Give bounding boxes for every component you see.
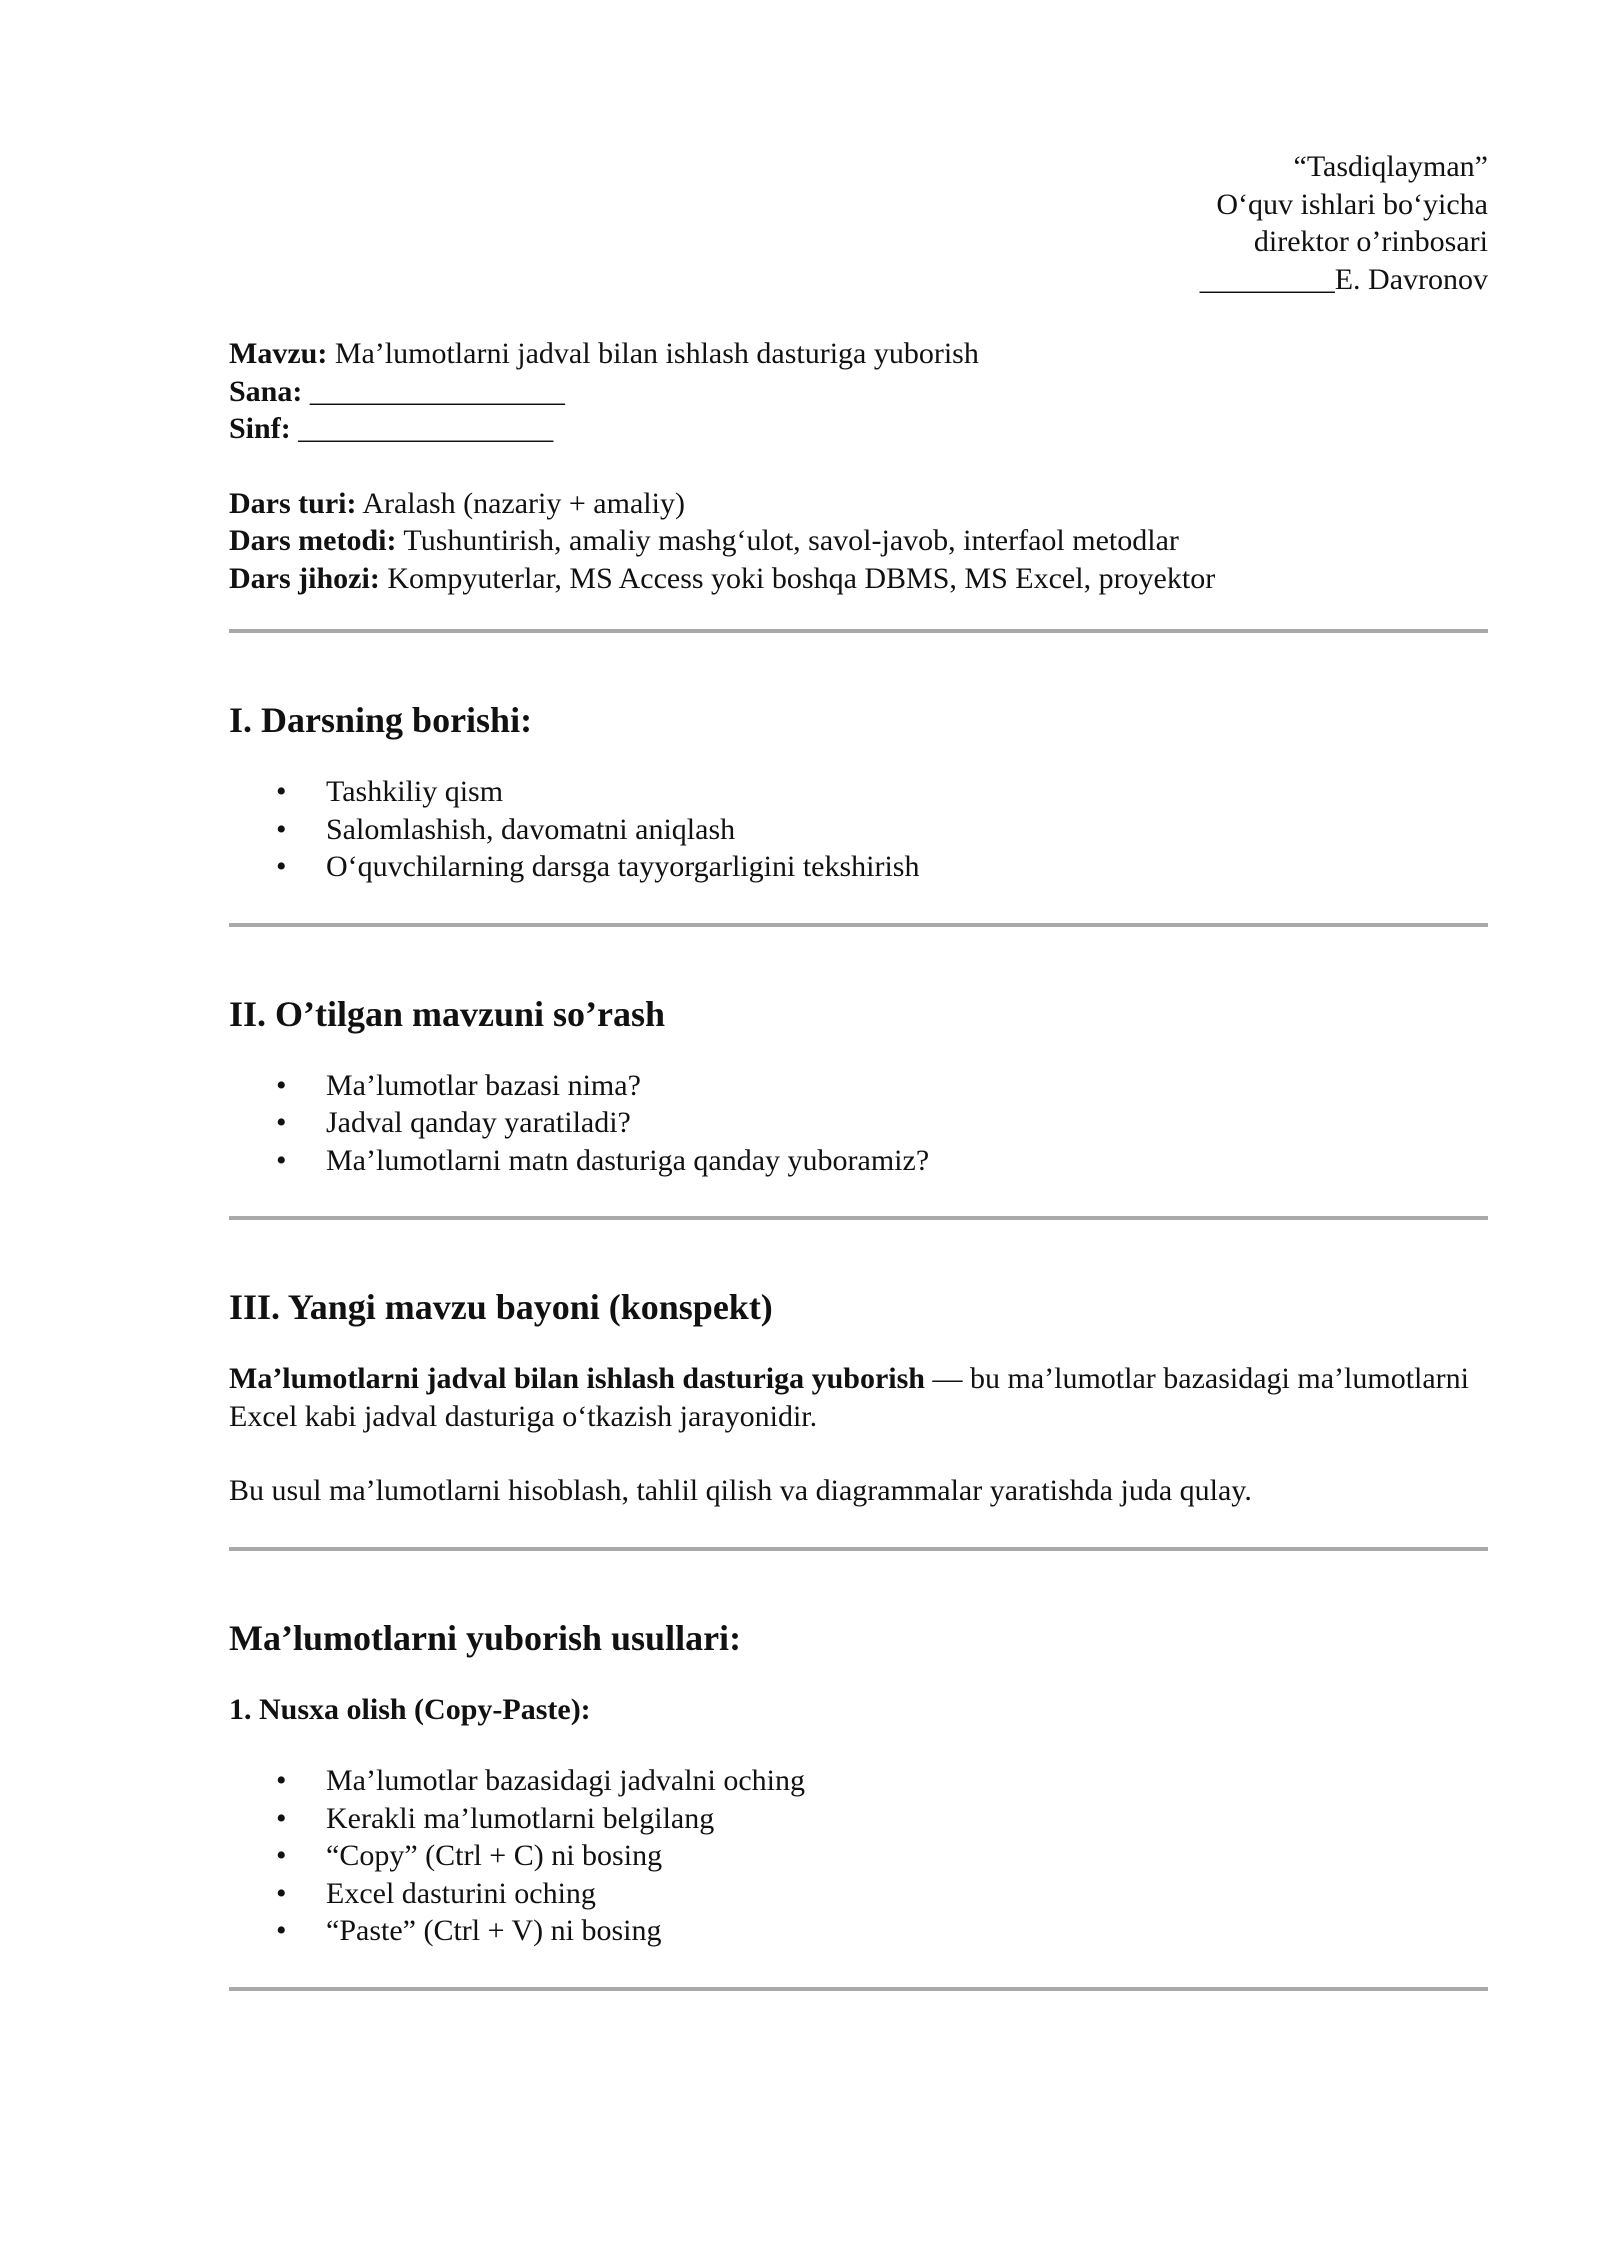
mavzu-label: Mavzu:: [229, 337, 328, 370]
bullet-icon: •: [276, 1068, 287, 1102]
dars-turi-row: [229, 485, 1488, 523]
document-page: [229, 148, 1488, 1991]
definition-term: Ma’lumotlarni jadval bilan ishlash dasturiga yuborish: [229, 1362, 925, 1395]
section-2-list: [229, 1067, 1488, 1180]
section-1-list: [229, 773, 1488, 886]
list-item: [229, 1142, 1488, 1180]
dars-metodi-label: Dars metodi:: [229, 524, 397, 557]
section-3-title: III. Yangi mavzu bayoni (konspekt): [229, 1287, 773, 1327]
list-item-text: Ma’lumotlarni matn dasturiga qanday yuboramiz?: [326, 1143, 930, 1177]
bullet-icon: •: [276, 1839, 287, 1872]
sinf-label: Sinf:: [229, 412, 291, 445]
list-item: [229, 1875, 1488, 1913]
list-item-text: Salomlashish, davomatni aniqlash: [326, 812, 736, 846]
list-item-text: “Paste” (Ctrl + V) ni bosing: [326, 1914, 662, 1947]
list-item: [229, 1762, 1488, 1800]
list-item: [229, 1837, 1488, 1875]
list-item-text: “Copy” (Ctrl + C) ni bosing: [326, 1839, 663, 1872]
bullet-icon: •: [276, 1764, 287, 1797]
dars-metodi-row: [229, 522, 1488, 560]
section-1-title: I. Darsning borishi:: [229, 700, 533, 740]
bullet-icon: •: [276, 850, 287, 883]
dars-jihozi-value: Kompyuterlar, MS Access yoki boshqa DBMS, MS Excel, proyektor: [379, 561, 1216, 595]
dars-turi-value: Aralash (nazariy + amaliy): [356, 486, 685, 520]
sana-value: _________________: [302, 374, 565, 408]
meta-gap: [229, 448, 1488, 485]
bullet-icon: •: [276, 1914, 287, 1947]
approval-position-1: O‘quv ishlari bo‘yicha: [1216, 187, 1488, 221]
dars-turi-label: Dars turi:: [229, 486, 357, 520]
list-item: [229, 1800, 1488, 1838]
list-item: [229, 848, 1488, 886]
bullet-icon: •: [276, 812, 287, 846]
list-item-text: O‘quvchilarning darsga tayyorgarligini tekshirish: [326, 850, 920, 883]
list-item: [229, 1104, 1488, 1142]
bullet-icon: •: [276, 1876, 287, 1910]
sana-row: [229, 373, 1488, 411]
list-item-text: Tashkiliy qism: [326, 775, 504, 808]
approval-block: [229, 148, 1488, 298]
sinf-row: [229, 410, 1488, 448]
definition-text: — bu ma’lumotlar bazasidagi ma’lumotlarni Excel kabi jadval dasturiga o‘tkazish jarayonidir.: [229, 1362, 1469, 1433]
bullet-icon: •: [276, 1801, 287, 1835]
mavzu-row: [229, 335, 1488, 373]
list-item-text: Excel dasturini oching: [326, 1876, 596, 1910]
list-item: [229, 1067, 1488, 1105]
approval-position-2: direktor o’rinbosari: [1253, 225, 1488, 258]
list-item-text: Kerakli ma’lumotlarni belgilang: [326, 1801, 715, 1835]
list-item: [229, 811, 1488, 849]
approval-title: “Tasdiqlayman”: [1293, 150, 1488, 183]
method-1-heading: 1. Nusxa olish (Copy-Paste):: [229, 1692, 591, 1726]
mavzu-value: Ma’lumotlarni jadval bilan ishlash dasturiga yuborish: [327, 337, 979, 370]
list-item: [229, 1912, 1488, 1950]
divider-5: [229, 1987, 1488, 1991]
definition-paragraph: [229, 1360, 1488, 1435]
list-item-text: Ma’lumotlar bazasidagi jadvalni oching: [326, 1764, 806, 1797]
dars-jihozi-row: [229, 560, 1488, 598]
sana-label: Sana:: [229, 374, 303, 408]
bullet-icon: •: [276, 1106, 287, 1139]
list-item-text: Ma’lumotlar bazasi nima?: [326, 1068, 641, 1102]
sinf-value: _________________: [290, 412, 554, 445]
section-4-list: [229, 1762, 1488, 1950]
section-2-title: II. O’tilgan mavzuni so’rash: [229, 993, 666, 1034]
lesson-meta: [229, 335, 1488, 597]
approval-signature: _________E. Davronov: [1199, 262, 1488, 296]
usage-paragraph: Bu usul ma’lumotlarni hisoblash, tahlil qilish va diagrammalar yaratishda juda qulay.: [229, 1474, 1252, 1507]
section-4-title: Ma’lumotlarni yuborish usullari:: [229, 1617, 742, 1658]
bullet-icon: •: [276, 775, 287, 808]
dars-jihozi-label: Dars jihozi:: [229, 561, 380, 595]
bullet-icon: •: [276, 1143, 287, 1177]
dars-metodi-value: Tushuntirish, amaliy mashg‘ulot, savol-javob, interfaol metodlar: [396, 524, 1179, 557]
list-item: [229, 773, 1488, 811]
list-item-text: Jadval qanday yaratiladi?: [326, 1106, 631, 1139]
